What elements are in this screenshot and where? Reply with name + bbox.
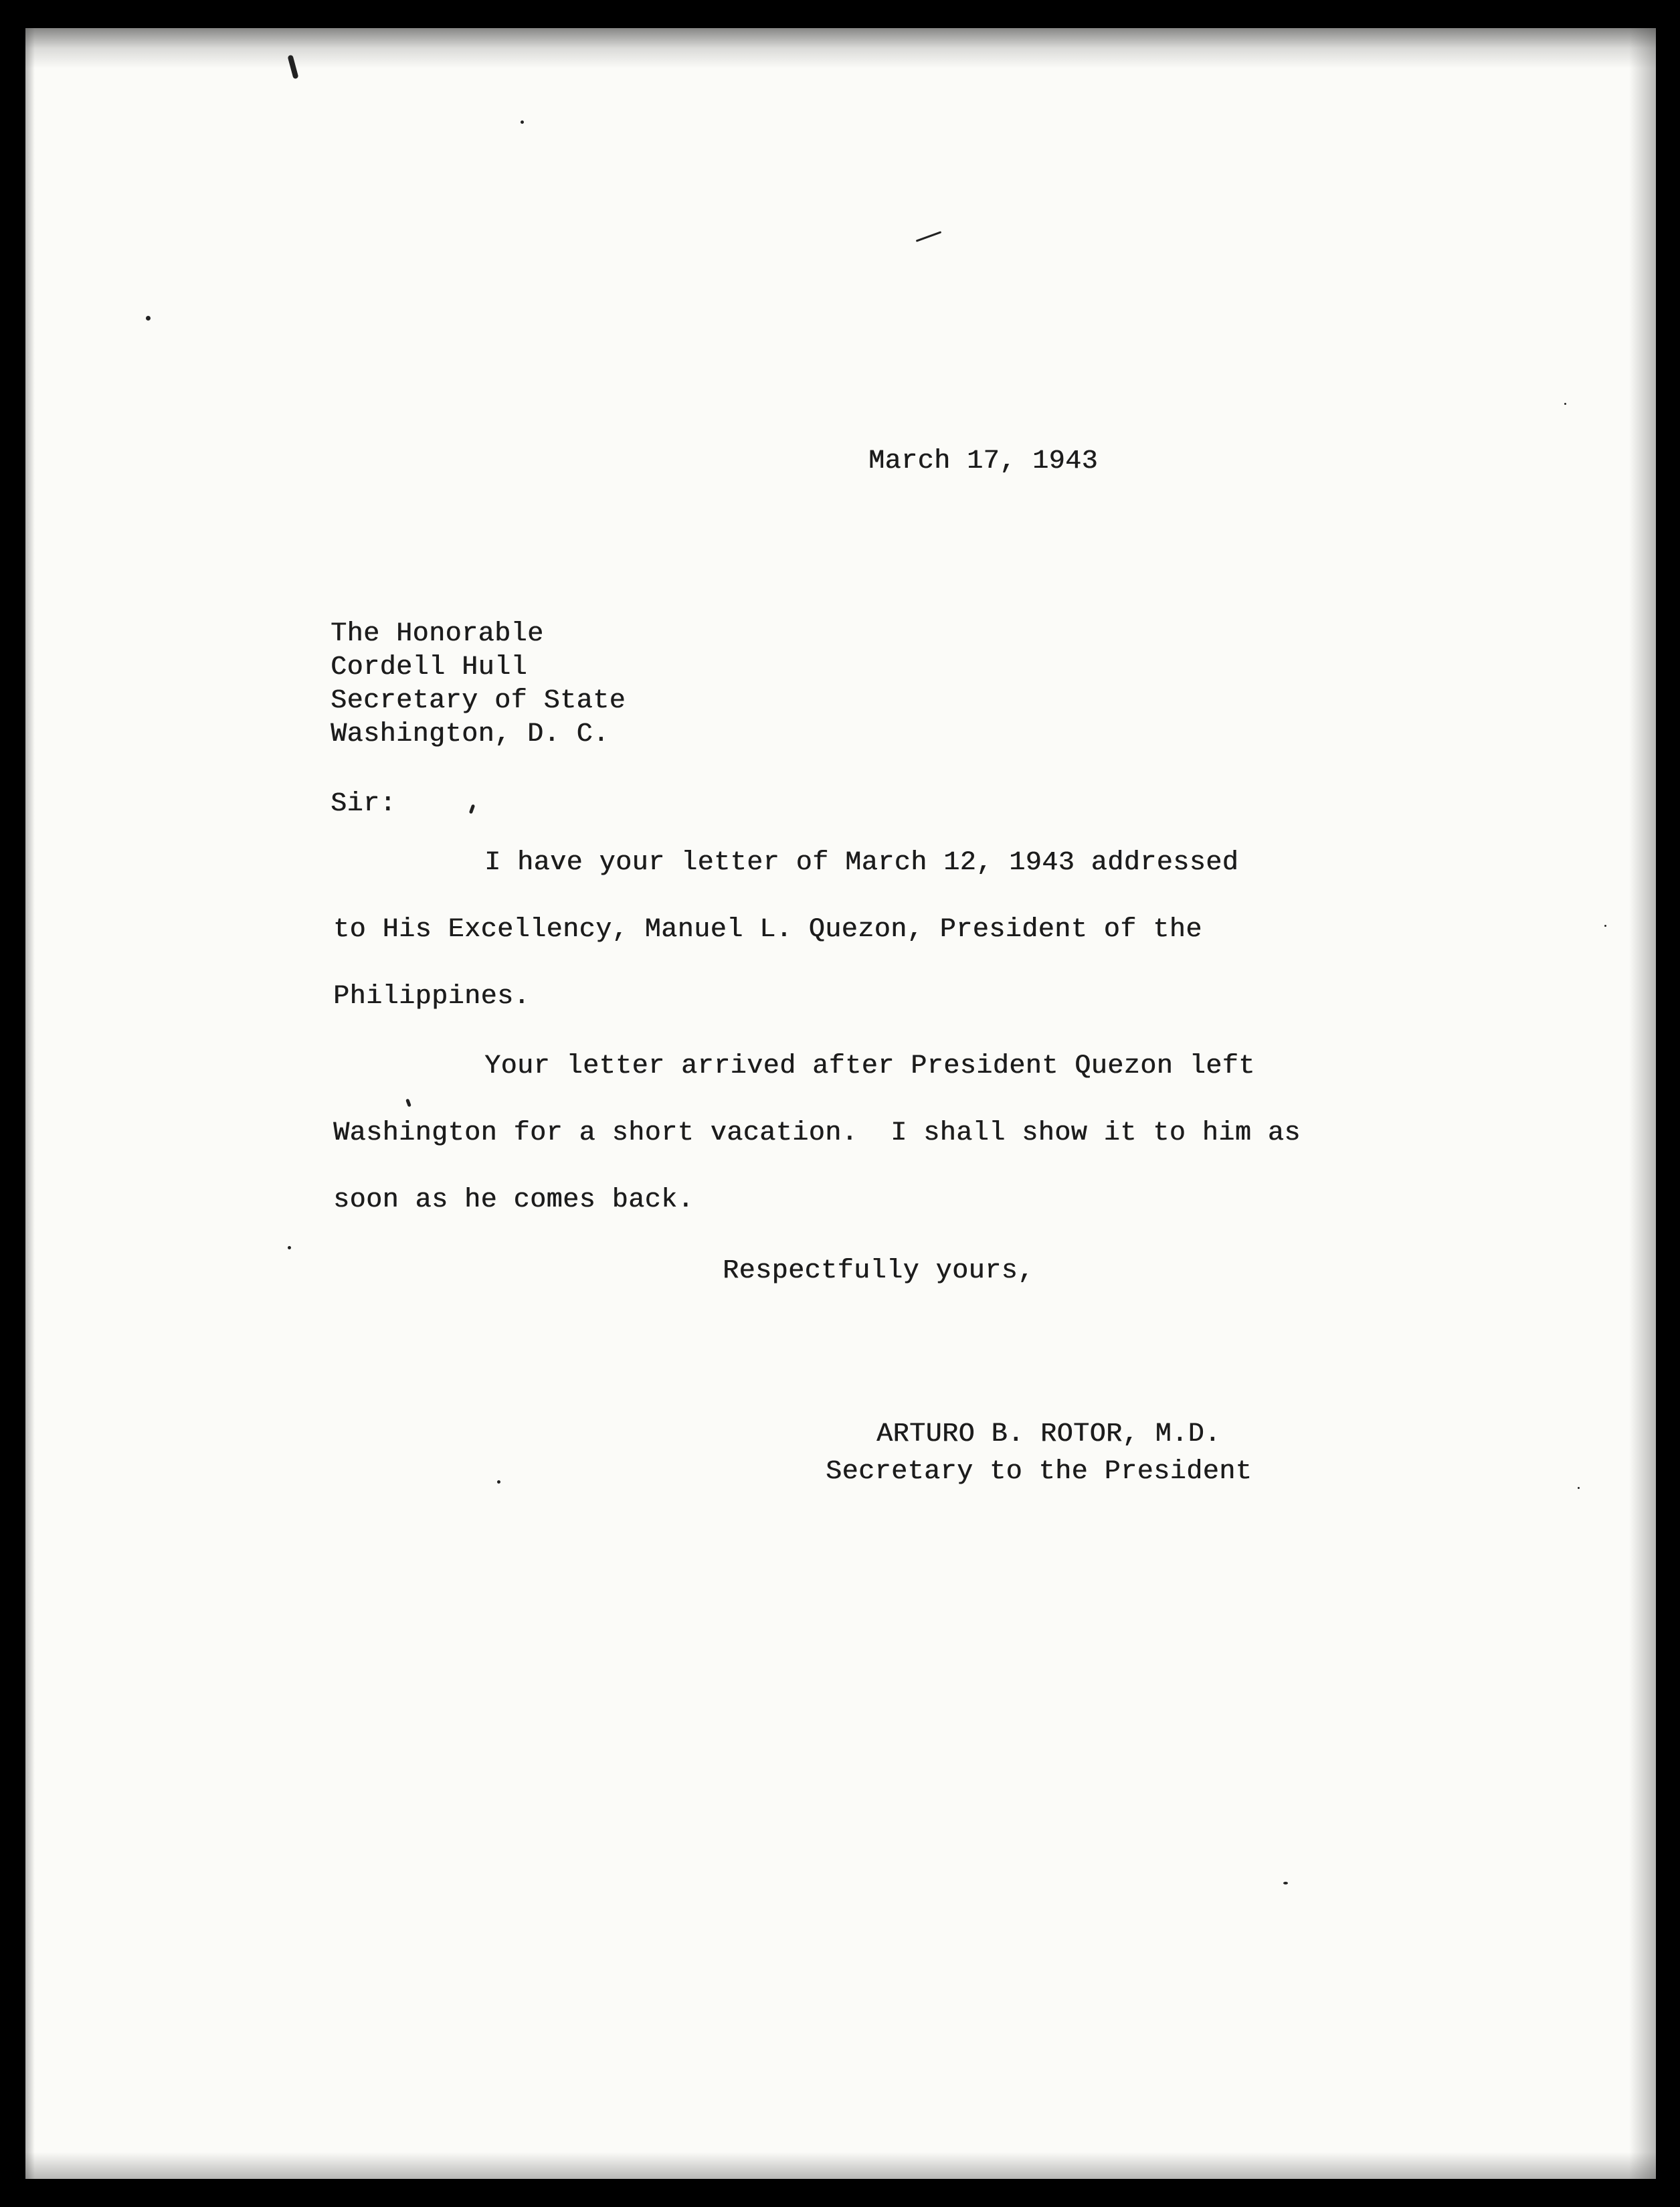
scan-speck <box>469 804 475 814</box>
scan-shadow-right <box>1629 28 1656 2179</box>
body-paragraph-1-line-1: I have your letter of March 12, 1943 addressed <box>484 848 1239 878</box>
scan-speck <box>1283 1882 1288 1884</box>
signatory-title: Secretary to the President <box>826 1457 1252 1487</box>
scan-shadow-bottom <box>25 2152 1656 2179</box>
body-paragraph-2-line-2: Washington for a short vacation. I shall show it to him as <box>333 1118 1301 1148</box>
body-paragraph-1-line-2: to His Excellency, Manuel L. Quezon, President of the <box>333 915 1202 945</box>
scan-shadow-left <box>25 28 35 2179</box>
scan-speck <box>1604 925 1606 927</box>
body-paragraph-1-line-3: Philippines. <box>333 982 531 1012</box>
scan-speck <box>288 1246 291 1249</box>
scan-speck <box>1564 403 1566 405</box>
signatory-name: ARTURO B. ROTOR, M.D. <box>876 1419 1221 1449</box>
salutation: Sir: <box>331 789 397 819</box>
recipient-honorific: The Honorable <box>331 619 544 649</box>
recipient-address: Washington, D. C. <box>331 719 610 749</box>
scan-speck <box>521 120 524 124</box>
scan-speck <box>405 1099 411 1108</box>
recipient-title: Secretary of State <box>331 686 626 716</box>
scan-speck <box>146 316 151 321</box>
closing: Respectfully yours, <box>723 1256 1034 1286</box>
scan-speck <box>1578 1487 1580 1489</box>
body-paragraph-2-line-3: soon as he comes back. <box>333 1185 694 1215</box>
scan-speck <box>497 1480 500 1484</box>
letter-page <box>25 28 1656 2179</box>
recipient-name: Cordell Hull <box>331 652 528 683</box>
scan-speck <box>916 231 942 242</box>
scan-shadow-top <box>25 28 1656 68</box>
body-paragraph-2-line-1: Your letter arrived after President Quezon left <box>484 1051 1255 1081</box>
letter-date: March 17, 1943 <box>868 446 1099 476</box>
